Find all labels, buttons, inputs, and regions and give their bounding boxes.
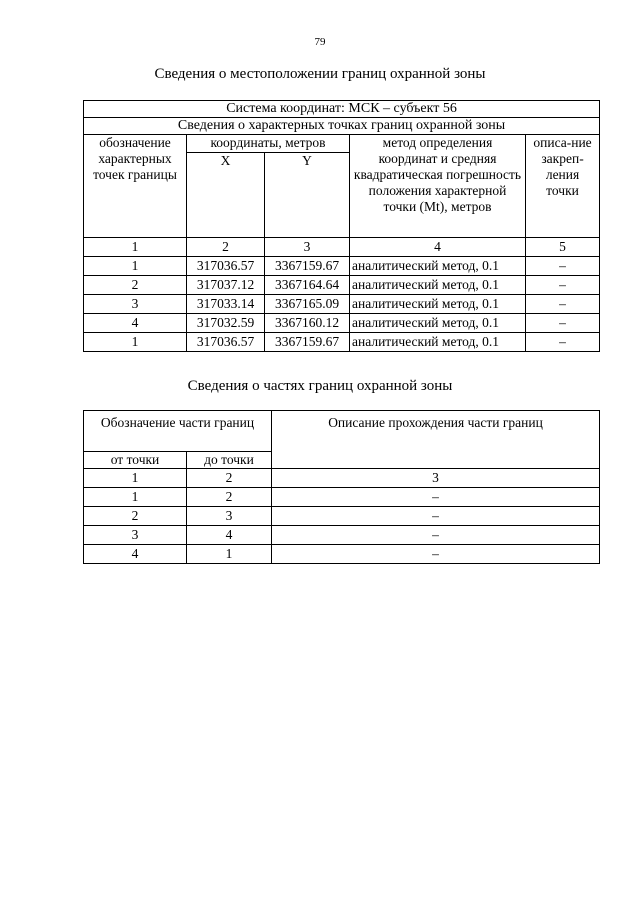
desc-cell: – bbox=[526, 333, 600, 352]
from-cell: 1 bbox=[84, 488, 187, 507]
method-cell: аналитический метод, 0.1 bbox=[350, 257, 526, 276]
point-cell: 3 bbox=[84, 295, 187, 314]
table-row bbox=[84, 276, 600, 295]
x-cell: 317032.59 bbox=[187, 314, 265, 333]
points-caption-header: Сведения о характерных точках границ охранной зоны bbox=[84, 118, 600, 135]
y-cell: 3367160.12 bbox=[265, 314, 350, 333]
boundary-parts-table bbox=[83, 410, 600, 564]
to-cell: 4 bbox=[187, 526, 272, 545]
coord-system-header: Система координат: МСК – субъект 56 bbox=[84, 101, 600, 118]
desc-cell: – bbox=[272, 545, 600, 564]
desc-cell: – bbox=[526, 276, 600, 295]
boundary-points-table bbox=[83, 100, 600, 352]
table-row bbox=[84, 314, 600, 333]
table-row bbox=[84, 488, 600, 507]
column-number: 5 bbox=[526, 238, 600, 257]
table-row bbox=[84, 333, 600, 352]
desc-cell: – bbox=[272, 526, 600, 545]
x-cell: 317037.12 bbox=[187, 276, 265, 295]
desc-cell: – bbox=[272, 507, 600, 526]
y-cell: 3367165.09 bbox=[265, 295, 350, 314]
point-cell: 4 bbox=[84, 314, 187, 333]
section2-title: Сведения о частях границ охранной зоны bbox=[187, 378, 453, 394]
column-number: 1 bbox=[84, 238, 187, 257]
point-designation-header: обозначение характерных точек границы bbox=[84, 135, 187, 238]
to-cell: 2 bbox=[187, 488, 272, 507]
x-cell: 317036.57 bbox=[187, 257, 265, 276]
desc-cell: – bbox=[526, 295, 600, 314]
part-designation-header: Обозначение части границ bbox=[84, 411, 272, 452]
from-cell: 3 bbox=[84, 526, 187, 545]
point-cell: 2 bbox=[84, 276, 187, 295]
y-cell: 3367164.64 bbox=[265, 276, 350, 295]
from-cell: 2 bbox=[84, 507, 187, 526]
x-header: X bbox=[187, 153, 265, 238]
desc-cell: – bbox=[526, 257, 600, 276]
table-row bbox=[84, 257, 600, 276]
y-cell: 3367159.67 bbox=[265, 257, 350, 276]
x-cell: 317033.14 bbox=[187, 295, 265, 314]
column-number: 4 bbox=[350, 238, 526, 257]
from-cell: 4 bbox=[84, 545, 187, 564]
column-number: 3 bbox=[265, 238, 350, 257]
x-cell: 317036.57 bbox=[187, 333, 265, 352]
desc-cell: – bbox=[526, 314, 600, 333]
method-cell: аналитический метод, 0.1 bbox=[350, 276, 526, 295]
column-number: 2 bbox=[187, 469, 272, 488]
method-cell: аналитический метод, 0.1 bbox=[350, 333, 526, 352]
column-number: 3 bbox=[272, 469, 600, 488]
point-cell: 1 bbox=[84, 333, 187, 352]
table-row bbox=[84, 507, 600, 526]
description-header: описа-ние закреп-ления точки bbox=[526, 135, 600, 238]
method-cell: аналитический метод, 0.1 bbox=[350, 314, 526, 333]
table-row bbox=[84, 295, 600, 314]
part-description-header: Описание прохождения части границ bbox=[272, 411, 600, 469]
desc-cell: – bbox=[272, 488, 600, 507]
table-row bbox=[84, 526, 600, 545]
method-cell: аналитический метод, 0.1 bbox=[350, 295, 526, 314]
coordinates-header: координаты, метров bbox=[187, 135, 350, 153]
method-header: метод определения координат и средняя квадратическая погрешность положения характерной точки (Mt), метров bbox=[350, 135, 526, 238]
y-cell: 3367159.67 bbox=[265, 333, 350, 352]
page-number: 79 bbox=[314, 36, 326, 48]
section1-title: Сведения о местоположении границ охранной зоны bbox=[154, 66, 486, 82]
to-cell: 3 bbox=[187, 507, 272, 526]
column-number: 1 bbox=[84, 469, 187, 488]
to-cell: 1 bbox=[187, 545, 272, 564]
to-point-header: до точки bbox=[187, 452, 272, 469]
column-number: 2 bbox=[187, 238, 265, 257]
y-header: Y bbox=[265, 153, 350, 238]
from-point-header: от точки bbox=[84, 452, 187, 469]
point-cell: 1 bbox=[84, 257, 187, 276]
table-row bbox=[84, 545, 600, 564]
